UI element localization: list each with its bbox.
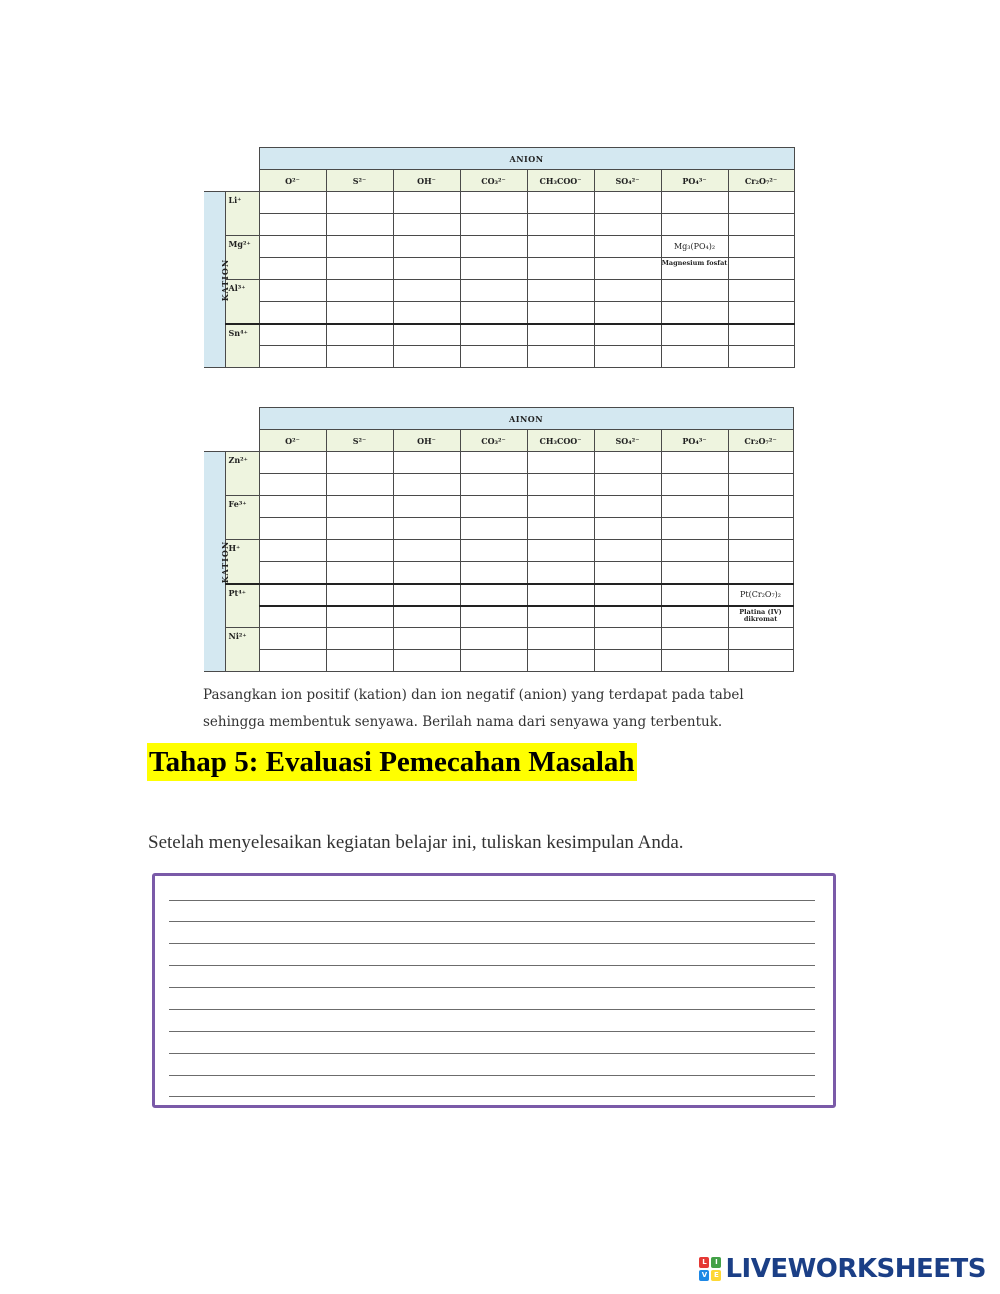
answer-cell[interactable] (594, 452, 661, 474)
answer-cell[interactable] (661, 650, 728, 672)
answer-cell[interactable] (728, 192, 794, 214)
answer-line (169, 1009, 815, 1010)
answer-cell[interactable] (527, 452, 594, 474)
answer-cell[interactable] (460, 214, 527, 236)
anion-header: OH⁻ (393, 170, 460, 192)
answer-cell[interactable] (393, 280, 460, 302)
stage-heading: Tahap 5: Evaluasi Pemecahan Masalah (147, 743, 637, 781)
answer-line (169, 1075, 815, 1076)
answer-cell[interactable] (393, 302, 460, 324)
answer-cell[interactable] (326, 236, 393, 258)
kation-label: KATION (204, 452, 225, 672)
answer-cell[interactable] (661, 346, 728, 368)
example-name: Magnesium fosfat (661, 258, 728, 280)
anion-header: CO₃²⁻ (460, 430, 527, 452)
answer-cell[interactable] (594, 628, 661, 650)
answer-cell[interactable] (259, 192, 326, 214)
answer-cell[interactable] (661, 192, 728, 214)
answer-cell[interactable] (460, 258, 527, 280)
anion-title: ANION (259, 148, 794, 170)
answer-cell[interactable] (259, 214, 326, 236)
answer-cell[interactable] (326, 474, 393, 496)
answer-cell[interactable] (594, 346, 661, 368)
answer-cell[interactable] (393, 628, 460, 650)
answer-cell[interactable] (393, 518, 460, 540)
answer-cell[interactable] (728, 650, 793, 672)
answer-cell[interactable] (326, 192, 393, 214)
instruction-text: Pasangkan ion positif (kation) dan ion negatif (anion) yang terdapat pada tabel sehingga membentuk senyawa. Berilah nama dari senyawa yang terbentuk. (203, 687, 744, 730)
answer-cell[interactable] (661, 540, 728, 562)
answer-cell[interactable] (259, 324, 326, 346)
anion-header: PO₄³⁻ (661, 170, 728, 192)
cation-label: Ni²⁺ (225, 628, 259, 672)
answer-cell[interactable] (326, 606, 393, 628)
answer-cell[interactable] (460, 628, 527, 650)
answer-cell[interactable] (393, 562, 460, 584)
answer-cell[interactable] (460, 540, 527, 562)
answer-line (169, 943, 815, 944)
answer-cell[interactable] (527, 606, 594, 628)
answer-cell[interactable] (326, 452, 393, 474)
anion-header: CH₃COO⁻ (527, 430, 594, 452)
answer-line (169, 921, 815, 922)
answer-cell[interactable] (460, 452, 527, 474)
answer-cell[interactable] (393, 540, 460, 562)
answer-cell[interactable] (728, 346, 794, 368)
answer-cell[interactable] (259, 540, 326, 562)
answer-cell[interactable] (393, 236, 460, 258)
answer-cell[interactable] (326, 650, 393, 672)
logo-badge-icon (699, 1257, 721, 1281)
answer-cell[interactable] (527, 192, 594, 214)
answer-cell[interactable] (661, 584, 728, 606)
cation-label: Fe³⁺ (225, 496, 259, 540)
answer-cell[interactable] (326, 540, 393, 562)
example-formula: Pt(Cr₂O₇)₂ (728, 584, 793, 606)
answer-cell[interactable] (393, 452, 460, 474)
answer-cell[interactable] (460, 474, 527, 496)
answer-cell[interactable] (393, 474, 460, 496)
answer-cell[interactable] (259, 518, 326, 540)
answer-cell[interactable] (661, 324, 728, 346)
answer-cell[interactable] (594, 518, 661, 540)
answer-line (169, 1096, 815, 1097)
liveworksheets-logo (699, 1254, 986, 1284)
logo-text: LIVEWORKSHEETS (725, 1254, 986, 1284)
answer-cell[interactable] (393, 584, 460, 606)
answer-cell[interactable] (259, 496, 326, 518)
answer-cell[interactable] (326, 562, 393, 584)
answer-cell[interactable] (259, 562, 326, 584)
answer-line (169, 1031, 815, 1032)
anion-header: CH₃COO⁻ (527, 170, 594, 192)
conclusion-answer-box[interactable] (152, 873, 836, 1108)
ion-table-1 (204, 147, 795, 368)
answer-cell[interactable] (393, 214, 460, 236)
anion-header: Cr₂O₇²⁻ (728, 170, 794, 192)
anion-header: Cr₂O₇²⁻ (728, 430, 793, 452)
answer-cell[interactable] (527, 562, 594, 584)
answer-cell[interactable] (259, 280, 326, 302)
answer-cell[interactable] (460, 496, 527, 518)
answer-cell[interactable] (326, 584, 393, 606)
cation-label: Al³⁺ (225, 280, 259, 324)
answer-cell[interactable] (460, 192, 527, 214)
answer-cell[interactable] (728, 452, 793, 474)
anion-header: PO₄³⁻ (661, 430, 728, 452)
answer-cell[interactable] (460, 280, 527, 302)
answer-cell[interactable] (661, 518, 728, 540)
answer-cell[interactable] (527, 214, 594, 236)
logo-badge-letter: L (699, 1257, 709, 1268)
answer-cell[interactable] (661, 628, 728, 650)
answer-cell[interactable] (728, 258, 794, 280)
answer-cell[interactable] (594, 324, 661, 346)
answer-cell[interactable] (326, 214, 393, 236)
anion-header: SO₄²⁻ (594, 430, 661, 452)
answer-cell[interactable] (393, 650, 460, 672)
answer-cell[interactable] (259, 258, 326, 280)
cation-label: H⁺ (225, 540, 259, 584)
answer-cell[interactable] (326, 302, 393, 324)
answer-cell[interactable] (460, 346, 527, 368)
answer-cell[interactable] (527, 518, 594, 540)
anion-header: CO₃²⁻ (460, 170, 527, 192)
cation-label: Sn⁴⁺ (225, 324, 259, 368)
answer-cell[interactable] (594, 562, 661, 584)
answer-cell[interactable] (326, 496, 393, 518)
answer-line (169, 965, 815, 966)
answer-cell[interactable] (728, 628, 793, 650)
answer-cell[interactable] (326, 346, 393, 368)
answer-cell[interactable] (594, 474, 661, 496)
answer-cell[interactable] (393, 496, 460, 518)
answer-cell[interactable] (259, 628, 326, 650)
answer-cell[interactable] (594, 584, 661, 606)
answer-cell[interactable] (527, 584, 594, 606)
answer-cell[interactable] (326, 324, 393, 346)
example-formula: Mg₃(PO₄)₂ (661, 236, 728, 258)
answer-cell[interactable] (661, 562, 728, 584)
anion-header: S²⁻ (326, 170, 393, 192)
anion-title: AINON (259, 408, 793, 430)
answer-cell[interactable] (728, 518, 793, 540)
answer-cell[interactable] (728, 540, 793, 562)
answer-cell[interactable] (259, 474, 326, 496)
answer-cell[interactable] (527, 280, 594, 302)
answer-cell[interactable] (527, 324, 594, 346)
answer-cell[interactable] (594, 650, 661, 672)
answer-cell[interactable] (594, 236, 661, 258)
answer-cell[interactable] (594, 192, 661, 214)
answer-cell[interactable] (728, 324, 794, 346)
answer-cell[interactable] (460, 562, 527, 584)
answer-cell[interactable] (527, 474, 594, 496)
answer-cell[interactable] (259, 346, 326, 368)
answer-cell[interactable] (460, 650, 527, 672)
answer-cell[interactable] (460, 518, 527, 540)
answer-cell[interactable] (594, 606, 661, 628)
conclusion-prompt: Setelah menyelesaikan kegiatan belajar ini, tuliskan kesimpulan Anda. (148, 832, 684, 853)
answer-line (169, 1053, 815, 1054)
answer-cell[interactable] (393, 606, 460, 628)
ion-table-2 (204, 407, 794, 672)
answer-cell[interactable] (661, 214, 728, 236)
answer-cell[interactable] (259, 452, 326, 474)
cation-label: Li⁺ (225, 192, 259, 236)
answer-cell[interactable] (326, 280, 393, 302)
cation-label: Pt⁴⁺ (225, 584, 259, 628)
answer-cell[interactable] (594, 214, 661, 236)
answer-cell[interactable] (460, 584, 527, 606)
answer-line (169, 900, 815, 901)
answer-cell[interactable] (527, 628, 594, 650)
example-name: Platina (IV) dikromat (728, 606, 793, 628)
cation-label: Zn²⁺ (225, 452, 259, 496)
answer-cell[interactable] (460, 236, 527, 258)
anion-header: O²⁻ (259, 430, 326, 452)
answer-cell[interactable] (259, 236, 326, 258)
answer-line (169, 987, 815, 988)
answer-cell[interactable] (594, 540, 661, 562)
answer-cell[interactable] (728, 496, 793, 518)
answer-cell[interactable] (661, 606, 728, 628)
answer-cell[interactable] (527, 258, 594, 280)
answer-cell[interactable] (259, 606, 326, 628)
answer-cell[interactable] (728, 302, 794, 324)
answer-cell[interactable] (728, 562, 793, 584)
answer-cell[interactable] (326, 518, 393, 540)
answer-cell[interactable] (661, 474, 728, 496)
answer-cell[interactable] (527, 650, 594, 672)
answer-cell[interactable] (259, 650, 326, 672)
answer-cell[interactable] (393, 324, 460, 346)
anion-header: SO₄²⁻ (594, 170, 661, 192)
answer-cell[interactable] (728, 236, 794, 258)
answer-cell[interactable] (594, 496, 661, 518)
answer-cell[interactable] (259, 302, 326, 324)
logo-badge-letter: I (711, 1257, 721, 1268)
kation-label: KATION (204, 192, 225, 368)
answer-cell[interactable] (527, 540, 594, 562)
answer-cell[interactable] (326, 628, 393, 650)
answer-cell[interactable] (728, 474, 793, 496)
answer-cell[interactable] (393, 258, 460, 280)
logo-badge-letter: E (711, 1270, 721, 1281)
answer-cell[interactable] (594, 258, 661, 280)
answer-cell[interactable] (728, 214, 794, 236)
answer-cell[interactable] (393, 192, 460, 214)
answer-cell[interactable] (259, 584, 326, 606)
anion-header: O²⁻ (259, 170, 326, 192)
answer-cell[interactable] (661, 302, 728, 324)
answer-cell[interactable] (393, 346, 460, 368)
answer-cell[interactable] (460, 606, 527, 628)
answer-cell[interactable] (527, 346, 594, 368)
anion-header: S²⁻ (326, 430, 393, 452)
cation-label: Mg²⁺ (225, 236, 259, 280)
answer-cell[interactable] (661, 496, 728, 518)
answer-cell[interactable] (460, 324, 527, 346)
anion-header: OH⁻ (393, 430, 460, 452)
answer-cell[interactable] (594, 302, 661, 324)
answer-cell[interactable] (728, 280, 794, 302)
answer-cell[interactable] (460, 302, 527, 324)
answer-cell[interactable] (594, 280, 661, 302)
answer-cell[interactable] (527, 496, 594, 518)
answer-cell[interactable] (326, 258, 393, 280)
answer-cell[interactable] (527, 236, 594, 258)
answer-cell[interactable] (661, 280, 728, 302)
logo-badge-letter: V (699, 1270, 709, 1281)
answer-cell[interactable] (527, 302, 594, 324)
answer-cell[interactable] (661, 452, 728, 474)
